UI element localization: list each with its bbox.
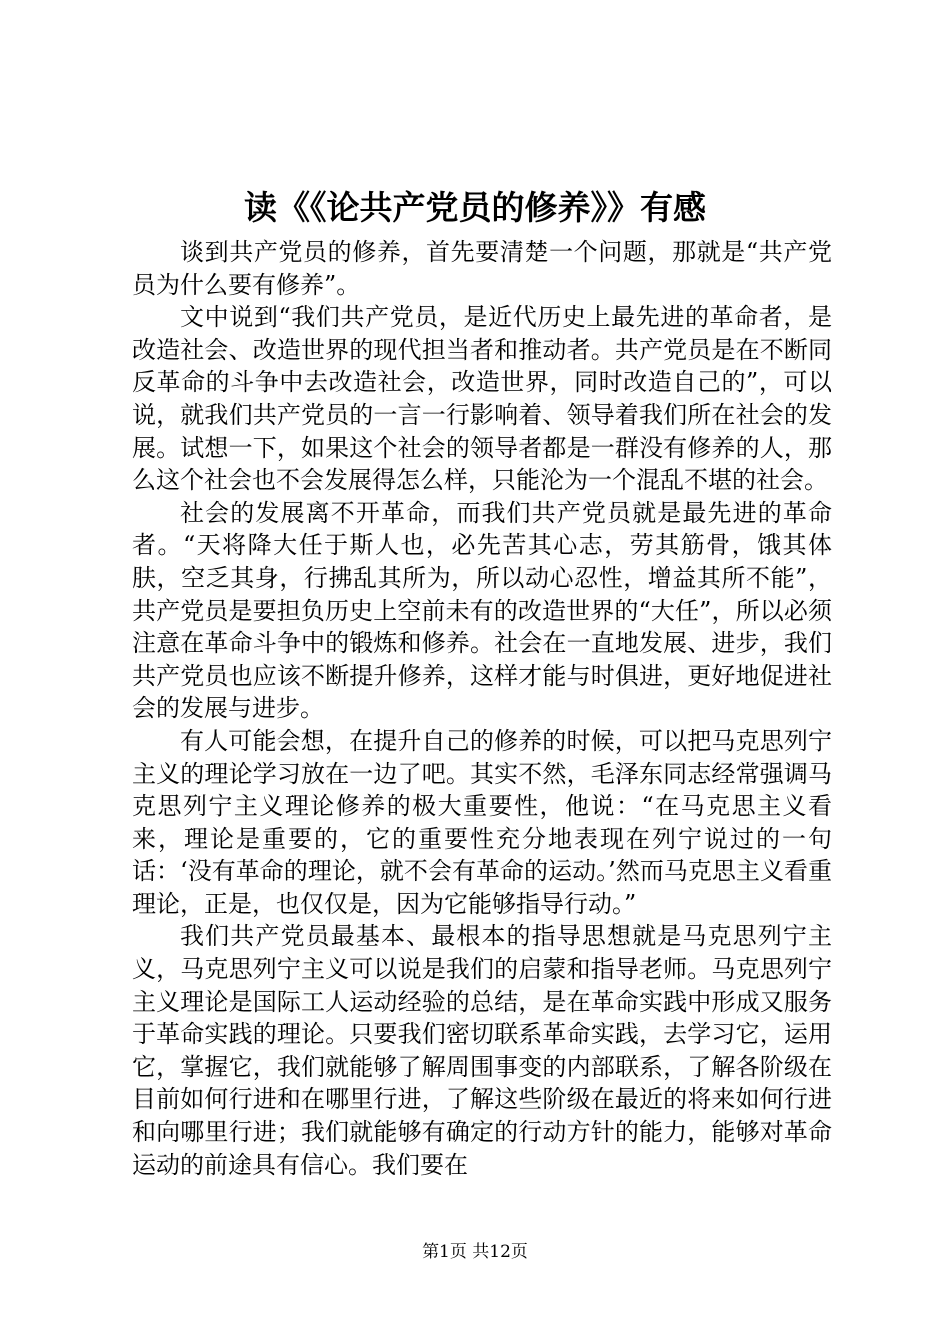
document-body: [132, 236, 832, 1181]
paragraph: 文中说到“我们共产党员，是近代历史上最先进的革命者，是改造社会、改造世界的现代担当者和推动者。共产党员是在不断同反革命的斗争中去改造社会，改造世界，同时改造自己的”，可以说，就我们共产党员的一言一行影响着、领导着我们所在社会的发展。试想一下，如果这个社会的领导者都是一群没有修养的人，那么这个社会也不会发展得怎么样，只能沦为一个混乱不堪的社会。: [132, 303, 832, 495]
paragraph: 社会的发展离不开革命，而我们共产党员就是最先进的革命者。“天将降大任于斯人也，必先苦其心志，劳其筋骨，饿其体肤，空乏其身，行拂乱其所为，所以动心忍性，增益其所不能”，共产党员是要担负历史上空前未有的改造世界的“大任”，所以必须注意在革命斗争中的锻炼和修养。社会在一直地发展、进步，我们共产党员也应该不断提升修养，这样才能与时俱进，更好地促进社会的发展与进步。: [132, 498, 832, 723]
paragraph: 我们共产党员最基本、最根本的指导思想就是马克思列宁主义，马克思列宁主义可以说是我们的启蒙和指导老师。马克思列宁主义理论是国际工人运动经验的总结，是在革命实践中形成又服务于革命实践的理论。只要我们密切联系革命实践，去学习它，运用它，掌握它，我们就能够了解周围事变的内部联系，了解各阶级在目前如何行进和在哪里行进，了解这些阶级在最近的将来如何行进和向哪里行进；我们就能够有确定的行动方针的能力，能够对革命运动的前途具有信心。我们要在: [132, 922, 832, 1179]
document-title: 读《《论共产党员的修养》》有感: [244, 188, 706, 227]
paragraph: 有人可能会想，在提升自己的修养的时候，可以把马克思列宁主义的理论学习放在一边了吧。其实不然，毛泽东同志经常强调马克思列宁主义理论修养的极大重要性，他说：“在马克思主义看来，理论是重要的，它的重要性充分地表现在列宁说过的一句话：‘没有革命的理论，就不会有革命的运动。’然而马克思主义看重理论，正是，也仅仅是，因为它能够指导行动。”: [132, 726, 832, 918]
page-number-footer: 第1页 共12页: [422, 1242, 528, 1262]
paragraph: 谈到共产党员的修养，首先要清楚一个问题，那就是“共产党员为什么要有修养”。: [132, 238, 832, 299]
